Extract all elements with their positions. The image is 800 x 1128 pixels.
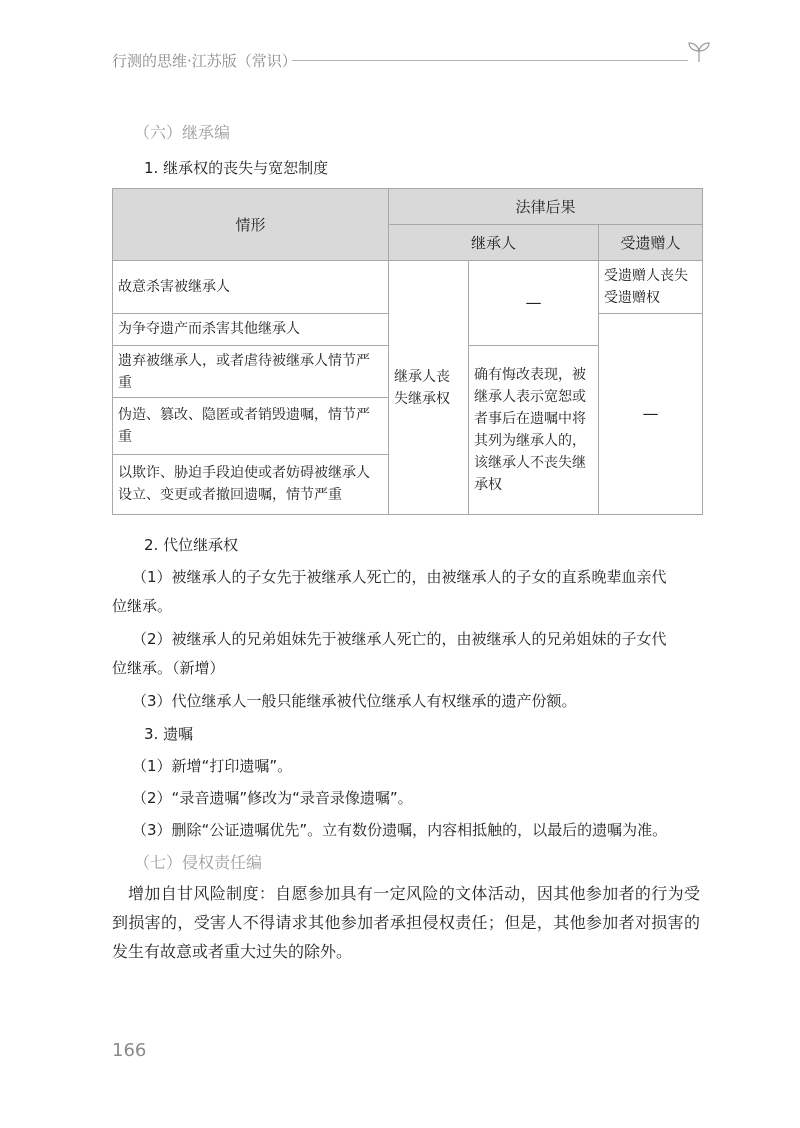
sprout-icon [686,40,712,64]
subheading: 2. 代位继承权 [144,536,239,554]
col-header-legatee: 受遗赠人 [599,225,703,261]
col-header-situation: 情形 [113,189,389,261]
paragraph: （3）删除“公证遗嘱优先”。立有数份遗嘱，内容相抵触的，以最后的遗嘱为准。 [132,821,668,839]
table-cell: 以欺诈、胁迫手段迫使或者妨碍被继承人设立、变更或者撤回遗嘱，情节严重 [113,454,389,514]
paragraph: 位继承。 [112,597,173,615]
paragraph: （3）代位继承人一般只能继承被代位继承人有权继承的遗产份额。 [132,692,577,710]
inheritance-table [112,188,703,515]
table-cell: 继承人丧失继承权 [389,261,469,515]
paragraph: （1）被继承人的子女先于被继承人死亡的，由被继承人的子女的直系晚辈血亲代 [132,568,667,586]
paragraph: （1）新增“打印遗嘱”。 [132,757,293,775]
section-heading: （七）侵权责任编 [134,853,263,872]
section-heading: （六）继承编 [134,123,231,142]
paragraph: 位继承。（新增） [112,659,225,677]
col-header-consequence: 法律后果 [389,189,703,225]
table-cell: 为争夺遗产而杀害其他继承人 [113,313,389,345]
table-cell: 故意杀害被继承人 [113,261,389,313]
paragraph: （2）“录音遗嘱”修改为“录音录像遗嘱”。 [132,789,413,807]
table-cell: — [599,313,703,514]
table-cell: 受遗赠人丧失受遗赠权 [599,261,703,313]
book-title: 行测的思维·江苏版（常识） [112,52,297,70]
table-cell: 遗弃被继承人，或者虐待被继承人情节严重 [113,345,389,397]
page-number: 166 [112,1040,147,1061]
paragraph: 增加自甘风险制度：自愿参加具有一定风险的文体活动，因其他参加者的行为受到损害的，受害人不得请求其他参加者承担侵权责任；但是，其他参加者对损害的发生有故意或者重大过失的除外。 [112,884,700,961]
table-cell: — [469,261,599,346]
running-header [112,46,712,76]
table-cell: 确有悔改表现，被继承人表示宽恕或者事后在遗嘱中将其列为继承人的，该继承人不丧失继承权 [469,345,599,514]
table-cell: 伪造、篡改、隐匿或者销毁遗嘱，情节严重 [113,398,389,454]
header-rule [292,60,688,61]
col-header-heir: 继承人 [389,225,599,261]
paragraph: （2）被继承人的兄弟姐妹先于被继承人死亡的，由被继承人的兄弟姐妹的子女代 [132,630,667,648]
subheading: 3. 遗嘱 [144,725,194,743]
subheading: 1. 继承权的丧失与宽恕制度 [144,159,329,177]
